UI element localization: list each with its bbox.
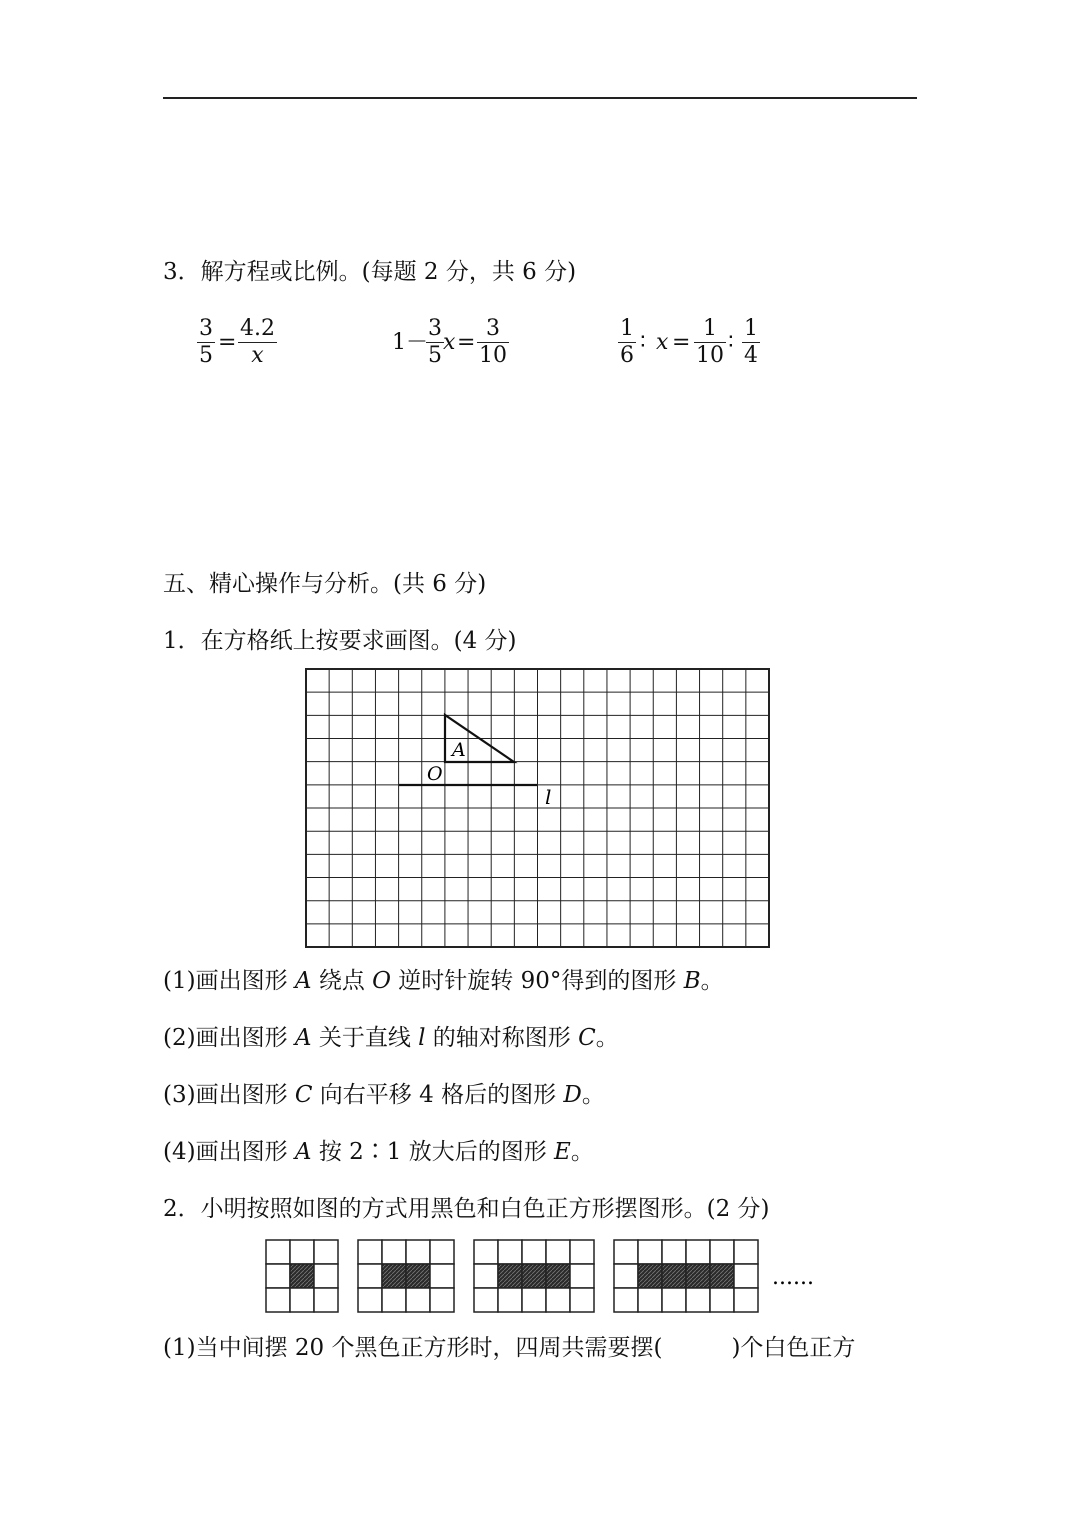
white-square — [358, 1264, 382, 1288]
white-square — [734, 1288, 758, 1312]
grid-lines — [306, 669, 769, 947]
black-square — [406, 1264, 430, 1288]
white-square — [314, 1264, 338, 1288]
white-square — [382, 1240, 406, 1264]
black-square — [710, 1264, 734, 1288]
eq1-rhs-fraction: $\frac{4.2}{x}$ — [240, 316, 275, 368]
instruction-2: (2)画出图形 A 关于直线 l 的轴对称图形 C。 — [163, 1025, 619, 1051]
q3-title: 3．解方程或比例。(每题 2 分，共 6 分) — [163, 259, 577, 285]
white-square — [382, 1288, 406, 1312]
white-square — [406, 1240, 430, 1264]
white-square — [546, 1288, 570, 1312]
black-square — [662, 1264, 686, 1288]
white-square — [614, 1240, 638, 1264]
black-square — [290, 1264, 314, 1288]
white-square — [290, 1288, 314, 1312]
white-square — [522, 1240, 546, 1264]
section-five-title: 五、精心操作与分析。(共 6 分) — [163, 571, 487, 597]
eq2-variable: x — [443, 330, 456, 355]
eq3-colon-2: ∶ — [728, 330, 734, 355]
label-l: l — [545, 785, 552, 809]
white-square — [430, 1288, 454, 1312]
q1-title: 1．在方格纸上按要求画图。(4 分) — [163, 628, 517, 654]
white-square — [522, 1288, 546, 1312]
white-square — [734, 1240, 758, 1264]
eq2-rhs-fraction: $\frac{3}{10}$ — [479, 316, 507, 368]
black-square — [638, 1264, 662, 1288]
white-square — [314, 1240, 338, 1264]
white-square — [474, 1240, 498, 1264]
white-square — [498, 1288, 522, 1312]
white-square — [570, 1240, 594, 1264]
white-square — [614, 1288, 638, 1312]
q2-title: 2．小明按照如图的方式用黑色和白色正方形摆图形。(2 分) — [163, 1196, 770, 1222]
white-square — [290, 1240, 314, 1264]
pattern-figure-4 — [614, 1240, 758, 1312]
white-square — [638, 1288, 662, 1312]
eq2-prefix: 1－ — [392, 330, 428, 355]
white-square — [266, 1240, 290, 1264]
white-square — [686, 1288, 710, 1312]
eq1-lhs-fraction: $\frac{3}{5}$ — [199, 316, 213, 368]
white-square — [546, 1240, 570, 1264]
pattern-group — [266, 1240, 758, 1312]
white-square — [358, 1240, 382, 1264]
white-square — [266, 1264, 290, 1288]
white-square — [430, 1264, 454, 1288]
white-square — [474, 1288, 498, 1312]
instruction-4: (4)画出图形 A 按 2∶1 放大后的图形 E。 — [163, 1139, 594, 1165]
label-a: A — [452, 739, 466, 761]
eq2-fraction: $\frac{3}{5}$ — [428, 316, 442, 368]
instruction-1: (1)画出图形 A 绕点 O 逆时针旋转 90°得到的图形 B。 — [163, 968, 724, 994]
grid-paper — [305, 668, 771, 950]
ellipsis: ...... — [772, 1265, 814, 1290]
eq3-fraction-2: $\frac{1}{10}$ — [696, 316, 724, 368]
white-square — [710, 1288, 734, 1312]
white-square — [498, 1240, 522, 1264]
eq2-equals: = — [457, 330, 476, 355]
black-square — [522, 1264, 546, 1288]
black-square — [382, 1264, 406, 1288]
white-square — [638, 1240, 662, 1264]
eq3-colon-1: ∶ — [640, 330, 646, 355]
white-square — [614, 1264, 638, 1288]
pattern-figure-3 — [474, 1240, 594, 1312]
white-square — [358, 1288, 382, 1312]
white-square — [430, 1240, 454, 1264]
pattern-figure-2 — [358, 1240, 454, 1312]
white-square — [662, 1288, 686, 1312]
white-square — [710, 1240, 734, 1264]
instruction-3: (3)画出图形 C 向右平移 4 格后的图形 D。 — [163, 1082, 605, 1108]
black-square — [546, 1264, 570, 1288]
white-square — [570, 1288, 594, 1312]
label-o: O — [427, 763, 443, 785]
eq3-variable: x — [656, 330, 669, 355]
eq3-fraction-3: $\frac{1}{4}$ — [744, 316, 758, 368]
eq3-equals: = — [672, 330, 691, 355]
q2-sub1: (1)当中间摆 20 个黑色正方形时，四周共需要摆( )个白色正方 — [163, 1335, 856, 1361]
white-square — [734, 1264, 758, 1288]
white-square — [686, 1240, 710, 1264]
white-square — [662, 1240, 686, 1264]
white-square — [406, 1288, 430, 1312]
pattern-figure-1 — [266, 1240, 338, 1312]
white-square — [474, 1264, 498, 1288]
eq3-fraction-1: $\frac{1}{6}$ — [620, 316, 634, 368]
white-square — [266, 1288, 290, 1312]
eq1-equals: = — [218, 330, 237, 355]
white-square — [570, 1264, 594, 1288]
black-square — [498, 1264, 522, 1288]
black-square — [686, 1264, 710, 1288]
white-square — [314, 1288, 338, 1312]
header-rule — [163, 97, 917, 99]
pattern-figures — [264, 1238, 824, 1318]
